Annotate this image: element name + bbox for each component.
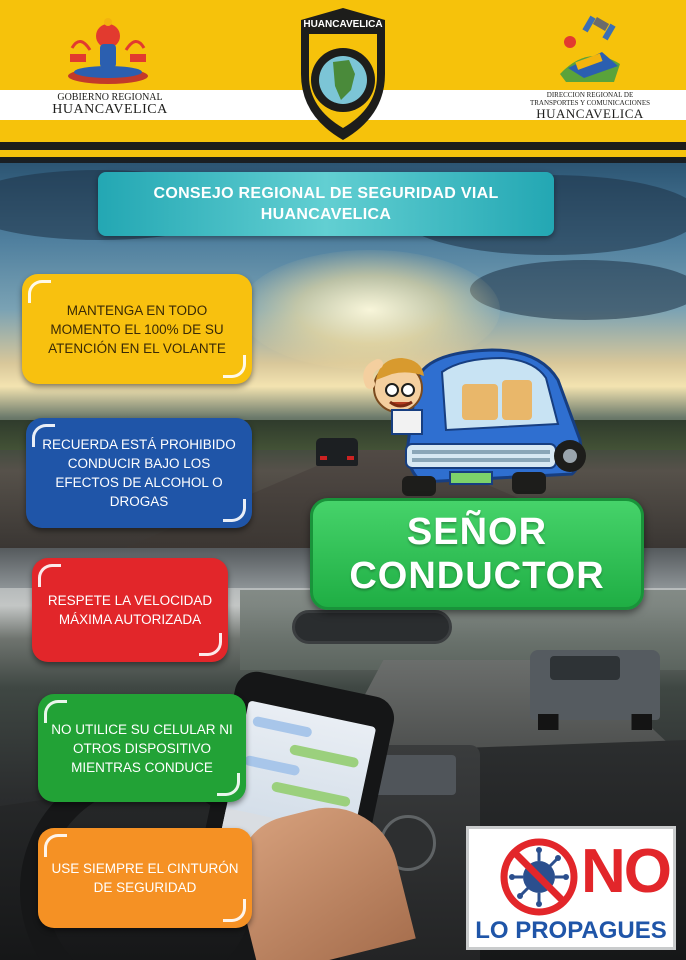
transportes-logo-icon	[548, 14, 628, 90]
message-text: RECUERDA ESTÁ PROHIBIDO CONDUCIR BAJO LOS EFECTOS DE ALCOHOL O DROGAS	[42, 437, 236, 509]
background-car	[316, 438, 358, 466]
direccion-regional-name	[520, 91, 660, 121]
shield-top-label: HUANCAVELICA	[303, 19, 383, 30]
message-text: USE SIEMPRE EL CINTURÓN DE SEGURIDAD	[51, 861, 239, 895]
org-line: HUANCAVELICA	[52, 102, 168, 117]
banner-line: CONDUCTOR	[349, 555, 605, 597]
org-line: HUANCAVELICA	[536, 106, 644, 121]
header-stripe-yellow	[0, 150, 686, 160]
no-lo-propagues-badge	[466, 826, 676, 950]
message-phone	[38, 694, 246, 802]
lo-propagues-label: LO PROPAGUES	[475, 917, 667, 944]
cartoon-driver-car-icon	[362, 344, 588, 500]
message-seatbelt	[38, 828, 252, 928]
message-speed	[32, 558, 228, 662]
no-label: NO	[581, 837, 670, 906]
message-attention	[22, 274, 252, 384]
title-banner	[98, 172, 554, 236]
banner-line: SEÑOR	[406, 511, 548, 553]
org-line: TRANSPORTES Y COMUNICACIONES	[529, 99, 651, 107]
virus-prohibited-icon	[499, 837, 579, 917]
message-alcohol	[26, 418, 252, 528]
title-line: CONSEJO REGIONAL DE SEGURIDAD VIAL	[153, 185, 499, 202]
message-text: NO UTILICE SU CELULAR NI OTROS DISPOSITIVO MIENTRAS CONDUCE	[51, 721, 233, 775]
org-line: GOBIERNO REGIONAL	[57, 92, 163, 103]
pickup-truck	[530, 650, 660, 720]
seguridad-vial-shield-icon	[291, 4, 395, 144]
gobierno-regional-name	[40, 92, 180, 116]
senor-conductor-banner	[310, 498, 644, 610]
org-line: DIRECCION REGIONAL DE	[546, 91, 634, 99]
message-text: RESPETE LA VELOCIDAD MÁXIMA AUTORIZADA	[47, 593, 213, 627]
cloud	[470, 260, 686, 320]
message-text: MANTENGA EN TODO MOMENTO EL 100% DE SU ATENCIÓN EN EL VOLANTE	[48, 302, 226, 356]
title-line: HUANCAVELICA	[260, 206, 392, 223]
rearview-mirror	[292, 610, 452, 644]
gobierno-regional-logo-icon	[60, 14, 156, 88]
